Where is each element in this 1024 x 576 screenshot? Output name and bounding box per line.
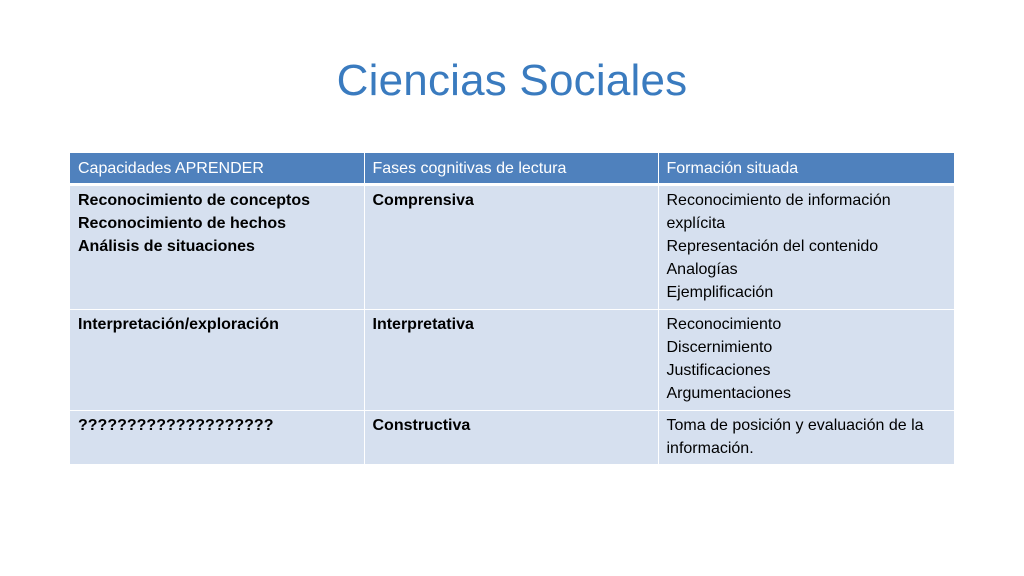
slide-title: Ciencias Sociales [336,56,688,105]
cell-line: Toma de posición y evaluación de la información. [666,417,924,457]
header-formacion: Formación situada [658,153,954,185]
header-capacidades: Capacidades APRENDER [70,153,364,185]
table-row [70,411,954,465]
cell-line: Discernimiento [666,339,773,356]
cell-formacion [658,310,954,411]
cell-line: Constructiva [372,417,471,434]
cell-line: Reconocimiento de información explícita [666,192,891,232]
cell-line: Reconocimiento de hechos [78,215,287,232]
cell-line: Análisis de situaciones [78,238,255,255]
table-row [70,310,954,411]
cell-line: Interpretativa [372,316,474,333]
cell-capacidades [70,185,364,310]
cell-line: Representación del contenido [666,238,879,255]
cell-line: Comprensiva [372,192,474,209]
cell-line: ???????????????????? [78,417,274,434]
cell-formacion [658,411,954,465]
cell-line: Reconocimiento [666,316,782,333]
cell-line: Analogías [666,261,738,278]
cell-line: Argumentaciones [666,385,792,402]
table-header-row [70,153,954,185]
cell-capacidades [70,411,364,465]
cell-line: Reconocimiento de conceptos [78,192,311,209]
cell-fase [364,411,658,465]
cell-line: Ejemplificación [666,284,774,301]
cell-fase [364,310,658,411]
header-fases: Fases cognitivas de lectura [364,153,658,185]
cell-fase [364,185,658,310]
table-row [70,185,954,310]
cell-line: Interpretación/exploración [78,316,279,333]
cell-capacidades [70,310,364,411]
cell-line: Justificaciones [666,362,771,379]
content-table [70,153,955,465]
cell-formacion [658,185,954,310]
